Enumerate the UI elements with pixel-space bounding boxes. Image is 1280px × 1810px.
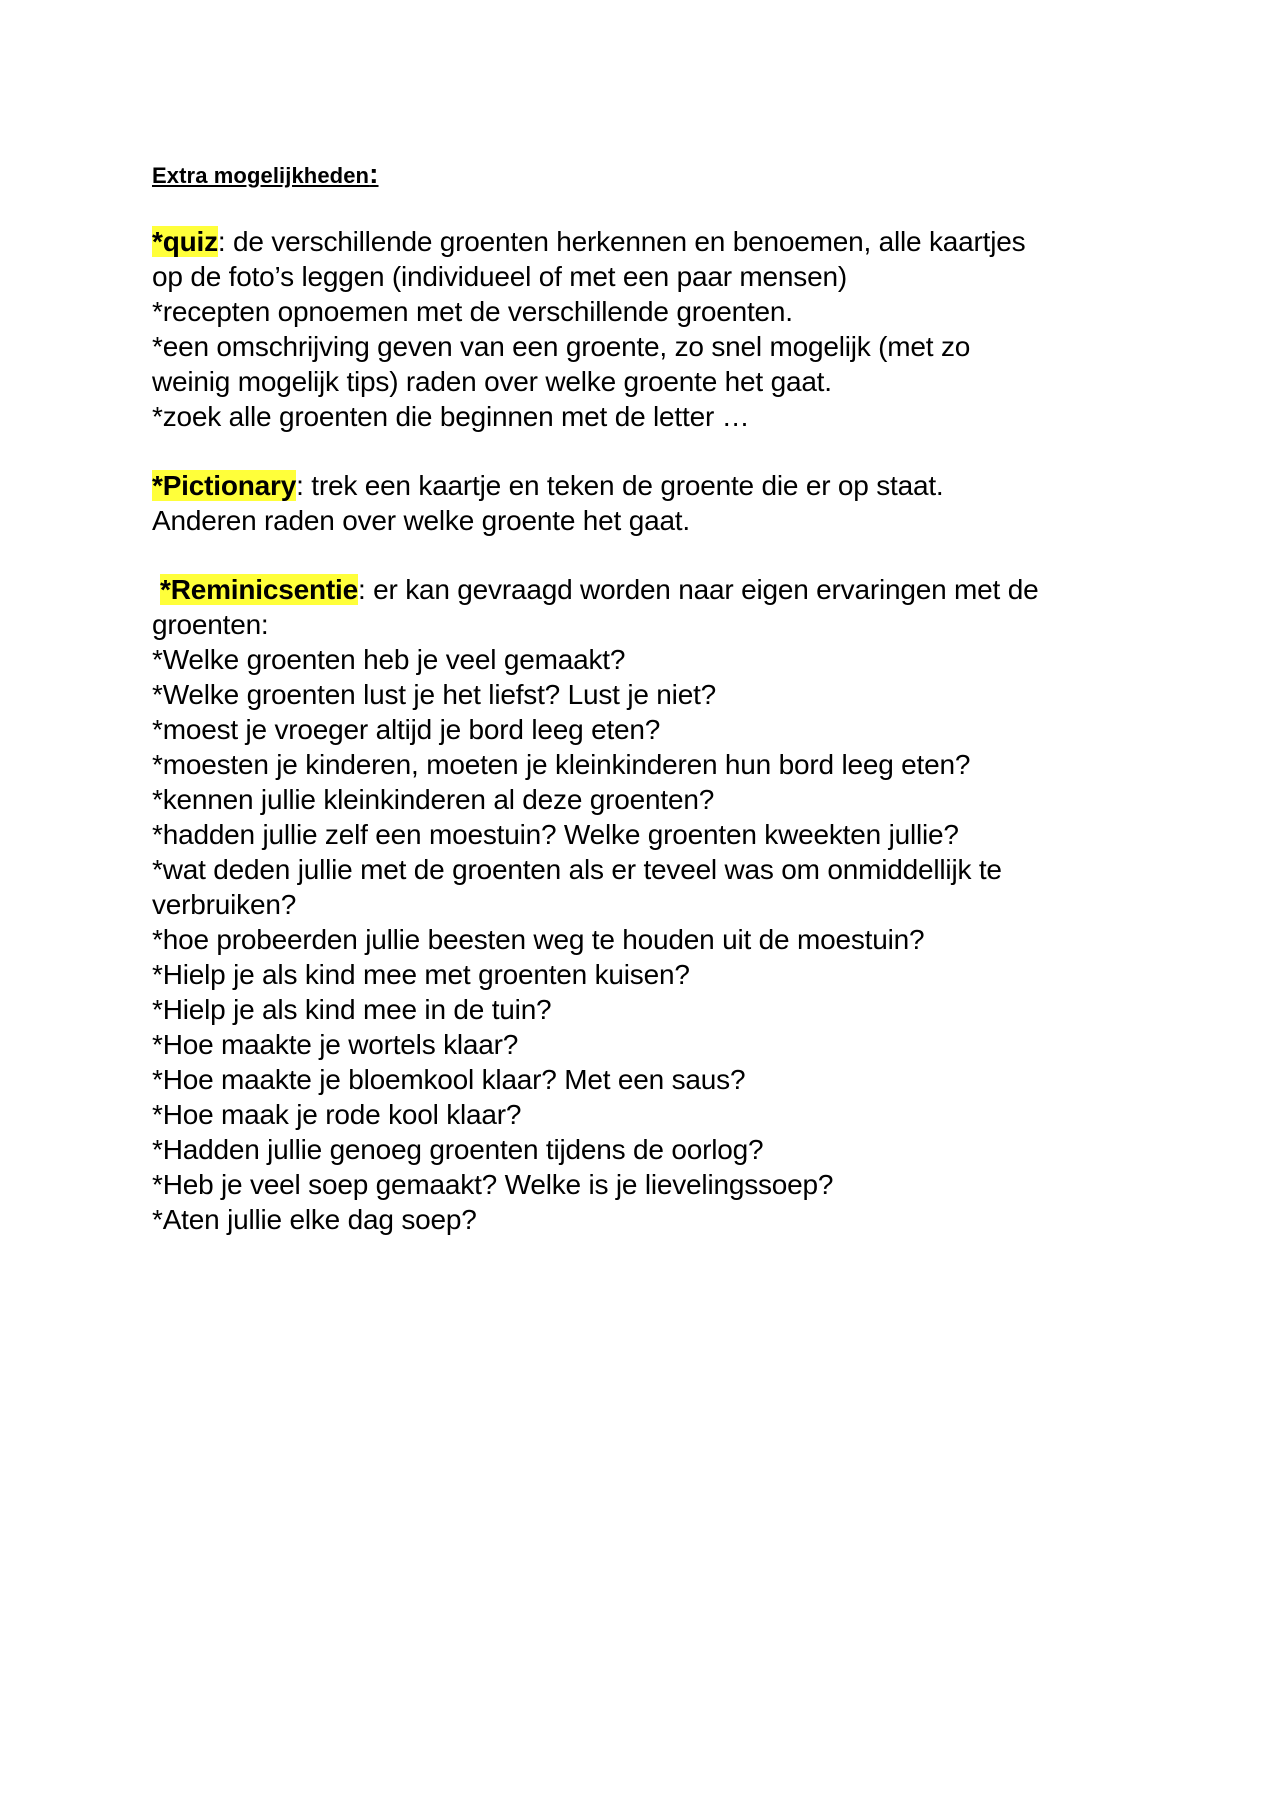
pictionary-keyword-highlight: *Pictionary	[152, 470, 297, 501]
title-colon: :	[369, 158, 379, 189]
reminiscentie-question: *moest je vroeger altijd je bord leeg eten?	[152, 714, 661, 745]
reminiscentie-question: *Hoe maakte je wortels klaar?	[152, 1029, 519, 1060]
pictionary-intro-line	[152, 468, 944, 503]
reminiscentie-question: *Hoe maakte je bloemkool klaar? Met een saus?	[152, 1064, 746, 1095]
reminiscentie-question: *Welke groenten heb je veel gemaakt?	[152, 644, 626, 675]
quiz-intro-line	[152, 224, 1025, 259]
pictionary-line: Anderen raden over welke groente het gaat.	[152, 505, 690, 536]
reminiscentie-question: *Hielp je als kind mee met groenten kuisen?	[152, 959, 690, 990]
quiz-keyword-highlight: *quiz	[152, 226, 218, 257]
document-title	[152, 158, 379, 190]
reminiscentie-question: *Heb je veel soep gemaakt? Welke is je lievelingssoep?	[152, 1169, 834, 1200]
pictionary-intro-text: : trek een kaartje en teken de groente die er op staat.	[296, 470, 944, 501]
quiz-line: *recepten opnoemen met de verschillende groenten.	[152, 296, 793, 327]
reminiscentie-intro-text: : er kan gevraagd worden naar eigen ervaringen met de	[357, 574, 1039, 605]
reminiscentie-line: groenten:	[152, 609, 269, 640]
quiz-intro-text: : de verschillende groenten herkennen en benoemen, alle kaartjes	[217, 226, 1026, 257]
reminiscentie-keyword-highlight: *Reminicsentie	[160, 574, 358, 605]
reminiscentie-question: *Aten jullie elke dag soep?	[152, 1204, 477, 1235]
quiz-line: op de foto’s leggen (individueel of met een paar mensen)	[152, 261, 847, 292]
title-text: Extra mogelijkheden	[152, 163, 370, 188]
reminiscentie-question: *wat deden jullie met de groenten als er teveel was om onmiddellijk te	[152, 854, 1002, 885]
reminiscentie-question: *hoe probeerden jullie beesten weg te houden uit de moestuin?	[152, 924, 925, 955]
quiz-line: weinig mogelijk tips) raden over welke groente het gaat.	[152, 366, 832, 397]
reminiscentie-question: *Hadden jullie genoeg groenten tijdens de oorlog?	[152, 1134, 764, 1165]
reminiscentie-intro-line	[152, 572, 1038, 607]
reminiscentie-question: *moesten je kinderen, moeten je kleinkinderen hun bord leeg eten?	[152, 749, 971, 780]
reminiscentie-question: *Welke groenten lust je het liefst? Lust je niet?	[152, 679, 717, 710]
reminiscentie-question: *Hoe maak je rode kool klaar?	[152, 1099, 522, 1130]
reminiscentie-question-continued: verbruiken?	[152, 889, 297, 920]
quiz-line: *zoek alle groenten die beginnen met de letter …	[152, 401, 750, 432]
reminiscentie-question: *kennen jullie kleinkinderen al deze groenten?	[152, 784, 715, 815]
reminiscentie-question: *Hielp je als kind mee in de tuin?	[152, 994, 552, 1025]
reminiscentie-question: *hadden jullie zelf een moestuin? Welke groenten kweekten jullie?	[152, 819, 959, 850]
quiz-line: *een omschrijving geven van een groente, zo snel mogelijk (met zo	[152, 331, 971, 362]
